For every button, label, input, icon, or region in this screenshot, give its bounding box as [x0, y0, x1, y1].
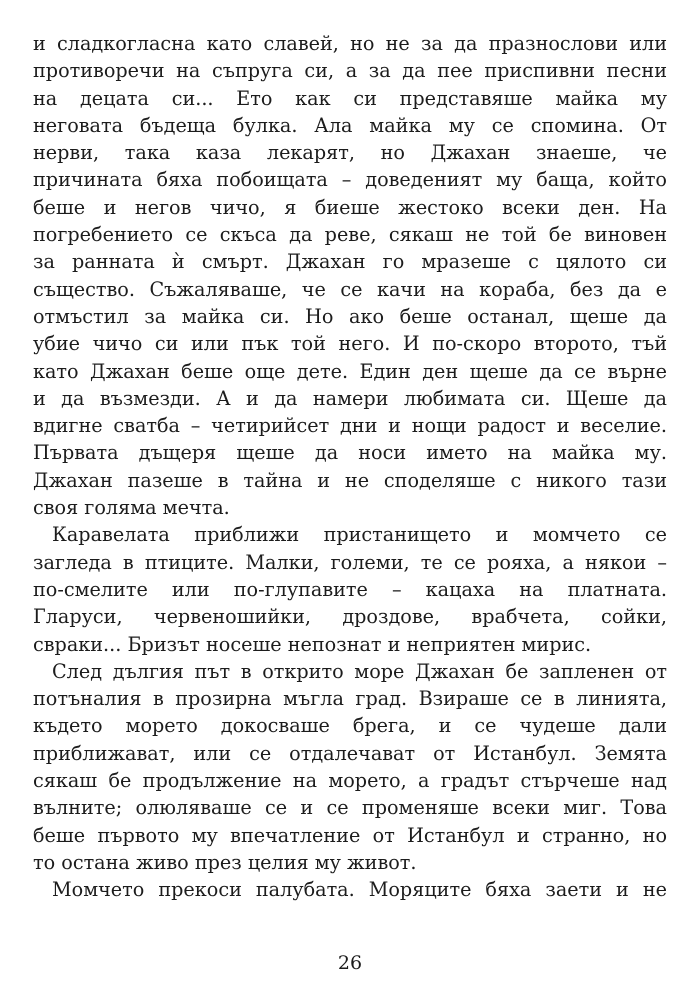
text-line: потъналия в прозирна мъгла град. Взираше се в линията,: [33, 687, 667, 711]
text-line: за ранната ѝ смърт. Джахан го мразеше с цялото си: [33, 250, 667, 274]
text-line: като Джахан беше още дете. Един ден щеше да се върне: [33, 359, 667, 383]
text-line: нерви, така каза лекарят, но Джахан знаеше, че: [33, 141, 667, 165]
text-line: причината бяха побоищата – доведеният му баща, който: [33, 168, 667, 192]
text-line: на децата си... Ето как си представяше майка му: [33, 86, 667, 110]
text-line: Момчето прекоси палубата. Моряците бяха заети и не: [52, 878, 667, 902]
text-line: неговата бъдеща булка. Ала майка му се спомина. От: [33, 113, 667, 137]
text-line: приближават, или се отдалечават от Истанбул. Земята: [33, 741, 667, 765]
text-line: Джахан пазеше в тайна и не споделяше с никого тази: [33, 468, 667, 492]
text-line: беше първото му впечатление от Истанбул и странно, но: [33, 823, 667, 847]
paragraph-3: [33, 658, 667, 876]
text-line: загледа в птиците. Малки, големи, те се рояха, а някои –: [33, 550, 667, 574]
page-number: 26: [337, 952, 363, 974]
page-body: [33, 30, 667, 904]
text-line: Каравелата приближи пристанището и момчето се: [52, 523, 667, 547]
text-line: отмъстил за майка си. Но ако беше останал, щеше да: [33, 304, 667, 328]
text-line: сякаш бе продължение на морето, а градът стърчеше над: [33, 769, 667, 793]
text-line: то остана живо през целия му живот.: [33, 850, 417, 874]
text-line: вълните; олюляваше се и се променяше всеки миг. Това: [33, 796, 667, 820]
text-line: беше и негов чичо, я биеше жестоко всеки ден. На: [33, 195, 667, 219]
paragraph-4: [33, 876, 667, 903]
paragraph-1: [33, 30, 667, 521]
text-line: вдигне сватба – четирийсет дни и нощи радост и веселие.: [33, 414, 667, 438]
text-line: и сладкогласна като славей, но не за да празнослови или: [33, 32, 667, 55]
text-line: по-смелите или по-глупавите – кацаха на платната.: [33, 577, 667, 601]
text-line: и да възмезди. А и да намери любимата си. Щеше да: [33, 386, 667, 410]
text-line: Първата дъщеря щеше да носи името на майка му.: [33, 441, 667, 465]
text-line: свраки... Бризът носеше непознат и неприятен мирис.: [33, 632, 592, 656]
text-line: противоречи на съпруга си, а за да пее приспивни песни: [33, 59, 667, 83]
text-line: където морето докосваше брега, и се чудеше дали: [33, 714, 667, 738]
text-line: убие чичо си или пък той него. И по-скоро второто, тъй: [33, 332, 667, 356]
text-line: След дългия път в открито море Джахан бе запленен от: [52, 659, 667, 683]
text-line: погребението се скъса да реве, сякаш не той бе виновен: [33, 223, 667, 247]
paragraph-2: [33, 521, 667, 657]
text-line: Гларуси, червеношийки, дроздове, врабчета, сойки,: [33, 605, 667, 629]
text-line: своя голяма мечта.: [33, 496, 230, 520]
text-line: същество. Съжаляваше, че се качи на кораба, без да е: [33, 277, 667, 301]
